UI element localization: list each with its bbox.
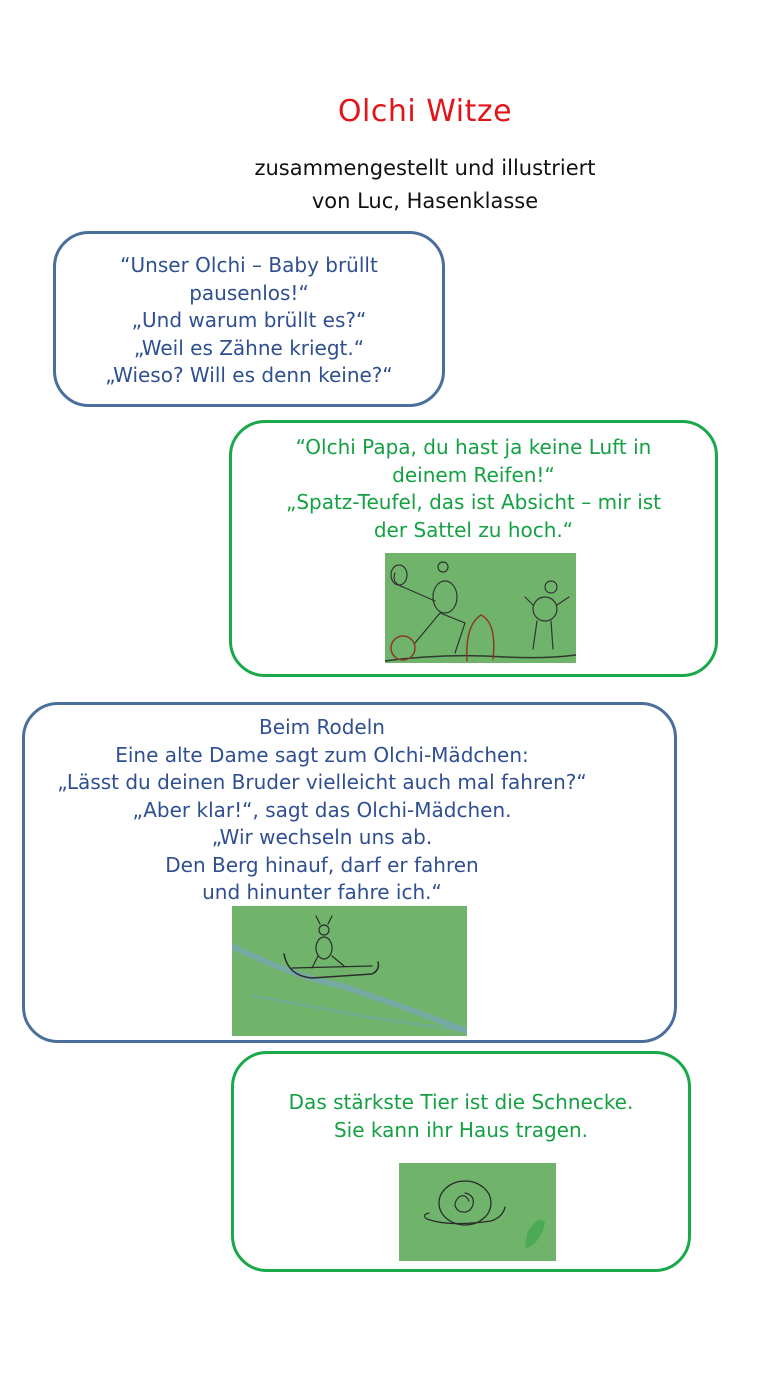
joke-line: „Wir wechseln uns ab.: [211, 825, 433, 849]
illustration-olchi-bicycle: [385, 553, 576, 663]
joke-line: “Olchi Papa, du hast ja keine Luft in: [295, 435, 652, 459]
joke-line: Das stärkste Tier ist die Schnecke.: [288, 1090, 634, 1114]
joke-line: „Lässt du deinen Bruder vielleicht auch mal fahren?“: [57, 770, 587, 794]
subtitle-line: von Luc, Hasenklasse: [311, 189, 539, 213]
joke-line: der Sattel zu hoch.“: [373, 517, 574, 542]
joke-text: [25, 705, 674, 907]
illustration-olchi-sled: [232, 906, 467, 1036]
joke-line: „Wieso? Will es denn keine?“: [105, 363, 393, 387]
joke-line: „Und warum brüllt es?“: [131, 308, 367, 332]
page-title: Olchi Witze: [337, 94, 513, 129]
joke-text: [56, 234, 442, 390]
joke-line: „Weil es Zähne kriegt.“: [133, 335, 365, 360]
joke-text: [234, 1054, 688, 1144]
joke-text: [232, 423, 715, 544]
subtitle-line: zusammengestellt und illustriert: [254, 156, 596, 180]
page-subtitle: [200, 152, 650, 218]
joke-line: Sie kann ihr Haus tragen.: [333, 1117, 589, 1142]
joke-line: “Unser Olchi – Baby brüllt: [120, 253, 378, 277]
joke-line: „Spatz-Teufel, das ist Absicht – mir ist: [285, 490, 662, 514]
joke-line: deinem Reifen!“: [392, 462, 555, 487]
joke-line: pausenlos!“: [189, 280, 309, 305]
illustration-snail: [399, 1163, 556, 1261]
joke-box-baby: [53, 231, 445, 407]
joke-line: Den Berg hinauf, darf er fahren: [165, 852, 479, 877]
joke-line: und hinunter fahre ich.“: [202, 880, 442, 904]
joke-line: Eine alte Dame sagt zum Olchi-Mädchen:: [115, 742, 529, 767]
joke-line: Beim Rodeln: [259, 715, 385, 739]
joke-line: „Aber klar!“, sagt das Olchi-Mädchen.: [132, 797, 512, 822]
